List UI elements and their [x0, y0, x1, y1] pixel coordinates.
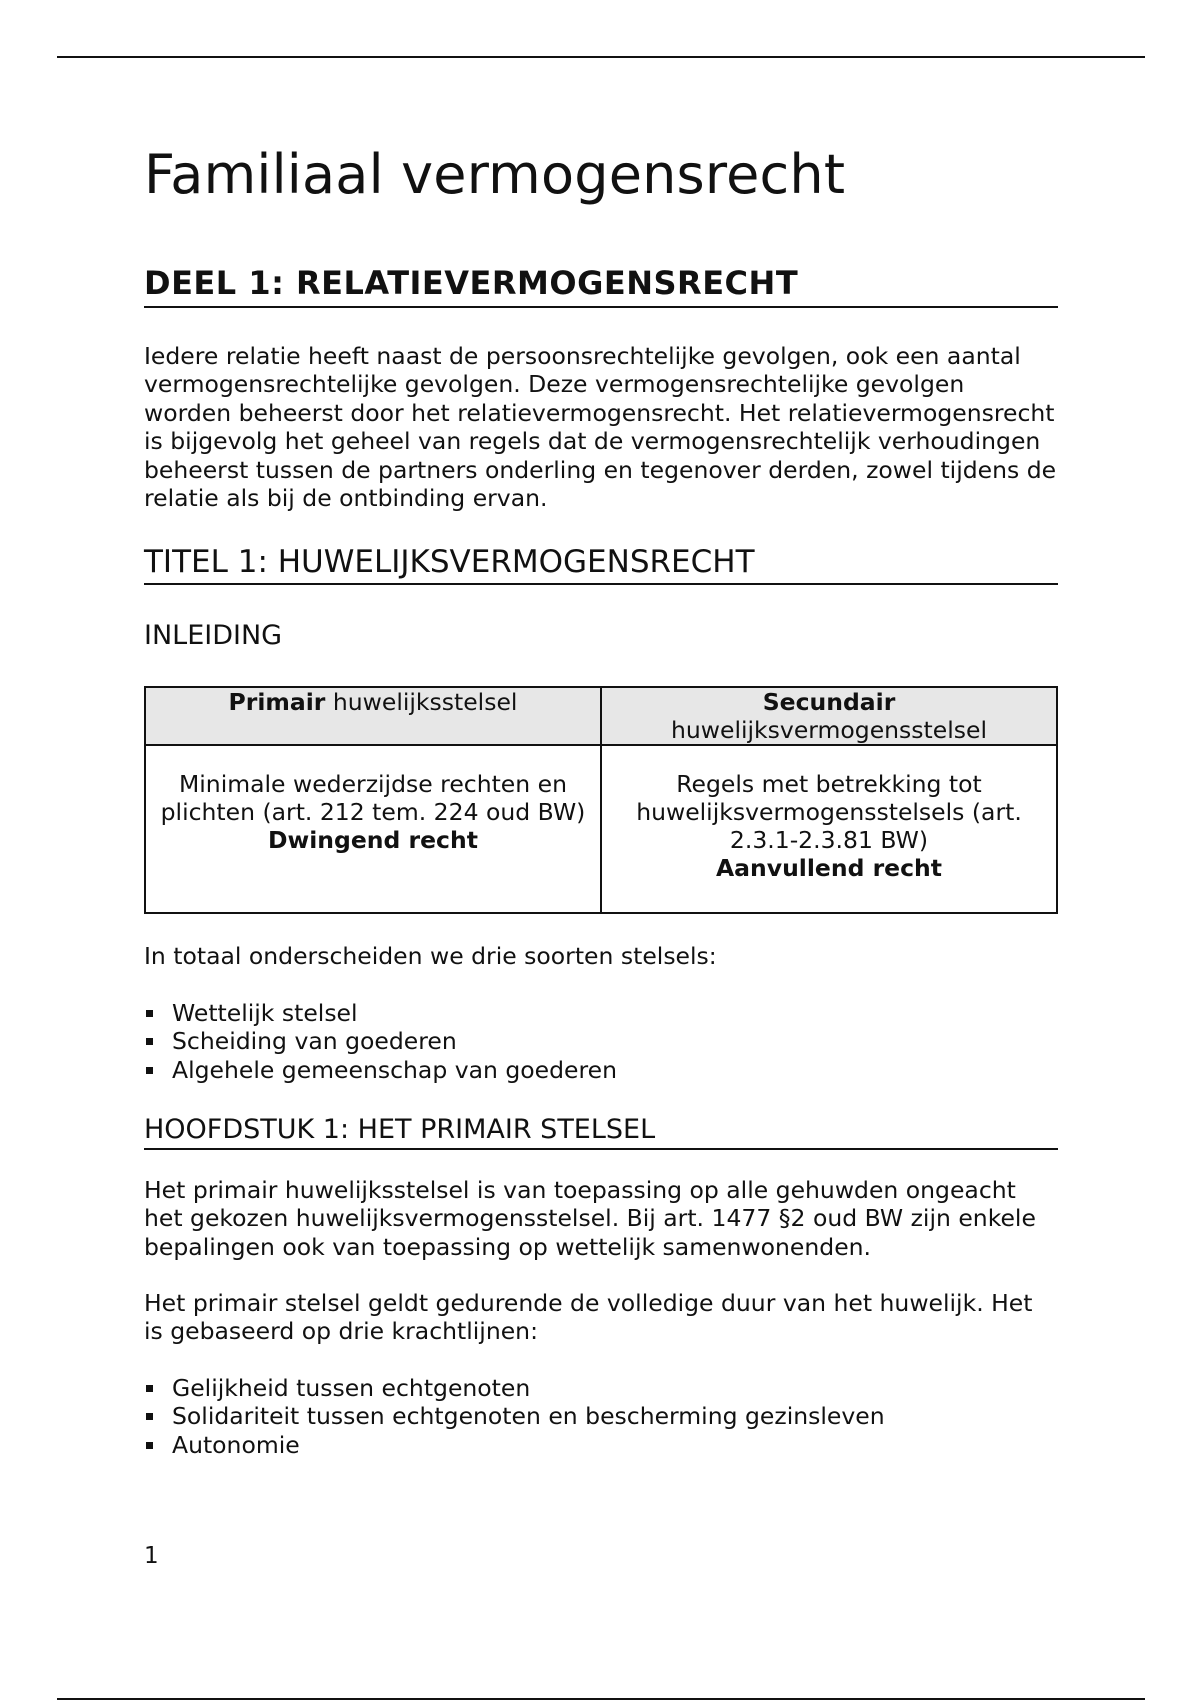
primair-paragraph-1: Het primair huwelijksstelsel is van toepassing op alle gehuwden ongeacht het gekozen huwelijksvermogensstelsel. Bij art. 1477 §2 oud BW zijn enkele bepalingen ook van toepassing op wettelijk samenwonenden. [144, 1176, 1036, 1261]
table-cell-primair [145, 745, 601, 913]
secundair-law-type: Aanvullend recht [715, 854, 943, 882]
document-title: Familiaal vermogensrecht [144, 143, 846, 206]
primair-paragraph-2: Het primair stelsel geldt gedurende de volledige duur van het huwelijk. Het is gebaseerd op drie krachtlijnen: [144, 1289, 1033, 1346]
heading-deel-1: DEEL 1: RELATIEVERMOGENSRECHT [144, 262, 1058, 308]
list-item-label: Scheiding van goederen [172, 1027, 457, 1056]
list-item [144, 1027, 617, 1055]
bullet-icon [146, 1385, 153, 1392]
list-item-label: Solidariteit tussen echtgenoten en bescherming gezinsleven [172, 1402, 885, 1431]
stelsels-intro: In totaal onderscheiden we drie soorten stelsels: [144, 942, 717, 970]
table-header-row [145, 687, 1057, 745]
bullet-icon [146, 1067, 153, 1074]
page-number: 1 [144, 1543, 159, 1569]
list-item [144, 1374, 885, 1402]
secundair-label-rest: huwelijksvermogensstelsel [671, 716, 987, 744]
list-item [144, 1402, 885, 1430]
intro-paragraph: Iedere relatie heeft naast de persoonsrechtelijke gevolgen, ook een aantal vermogensrechtelijke gevolgen. Deze vermogensrechtelijke gevolgen worden beheerst door het relatievermogensrecht. Het relatievermogensrecht is bijgevolg het geheel van regels dat de vermogensrechtelijk verhoudingen beheerst tussen de partners onderling en tegenover derden, zowel tijdens de relatie als bij de ontbinding ervan. [144, 342, 1057, 513]
stelsels-list [144, 999, 617, 1084]
heading-titel-1: TITEL 1: HUWELIJKSVERMOGENSRECHT [144, 542, 1058, 585]
primair-label: Primair [228, 688, 326, 716]
bullet-icon [146, 1038, 153, 1045]
bullet-icon [146, 1413, 153, 1420]
stelsel-table [144, 686, 1058, 914]
list-item-label: Gelijkheid tussen echtgenoten [172, 1374, 531, 1402]
table-row [145, 745, 1057, 913]
bullet-icon [146, 1010, 153, 1017]
list-item-label: Autonomie [172, 1430, 300, 1459]
primair-label-rest: huwelijksstelsel [325, 688, 518, 716]
bullet-icon [146, 1442, 153, 1449]
heading-inleiding: INLEIDING [144, 620, 283, 651]
list-item-label: Wettelijk stelsel [172, 999, 358, 1027]
list-item [144, 1056, 617, 1084]
table-header-secundair [601, 687, 1057, 745]
primair-description: Minimale wederzijdse rechten en plichten (art. 212 tem. 224 oud BW) [160, 770, 586, 826]
table-cell-secundair [601, 745, 1057, 913]
secundair-label: Secundair [762, 688, 896, 716]
table-header-primair [145, 687, 601, 745]
secundair-description: Regels met betrekking tot huwelijksvermogensstelsels (art. 2.3.1-2.3.81 BW) [636, 770, 1022, 854]
list-item [144, 1431, 885, 1459]
krachtlijnen-list [144, 1374, 885, 1459]
heading-hoofdstuk-1: HOOFDSTUK 1: HET PRIMAIR STELSEL [144, 1112, 1058, 1150]
list-item-label: Algehele gemeenschap van goederen [172, 1055, 618, 1084]
primair-law-type: Dwingend recht [268, 826, 478, 854]
top-rule [57, 56, 1145, 58]
list-item [144, 999, 617, 1027]
